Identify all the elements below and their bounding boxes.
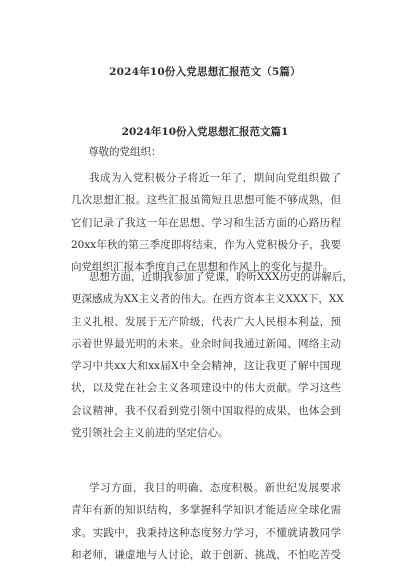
- paragraph-line: 示着世界最光明的未来。业余时间我通过新闻、网络主动: [71, 337, 341, 350]
- paragraph-line: 思想方面，近期我参加了党课，聆听XXX历史的讲解后，: [89, 271, 353, 283]
- paragraph-line: 它们记录了我这一年在思想、学习和生活方面的心路历程: [71, 216, 341, 229]
- paragraph-line: 学习中共xx大和xx届X中全会精神，这让我更了解中国现: [71, 360, 341, 373]
- paragraph-3: [71, 477, 341, 566]
- paragraph-line: 主义扎根、发展于无产阶级，代表广大人民根本利益，预: [71, 315, 341, 328]
- paragraph-line: 状，以及党在社会主义各项建设中的伟大贡献。学习这些: [71, 382, 341, 395]
- paragraph-line: 会议精神，我不仅看到党引领中国取得的成果，也体会到: [71, 404, 341, 417]
- paragraph-line: 学习方面，我目的明确、态度积极。新世纪发展要求: [89, 482, 341, 494]
- document-title: 2024年10份入党思想汇报范文（5篇）: [109, 66, 301, 78]
- paragraph-line: 向党组织汇报本季度自己在思想和作风上的变化与提升。: [71, 261, 334, 274]
- paragraph-line: 求。实践中，我秉持这种态度努力学习，不懂就请教同学: [71, 526, 341, 539]
- paragraph-1: [71, 167, 341, 278]
- paragraph-line: 我成为入党积极分子将近一年了，期间向党组织做了: [89, 172, 341, 184]
- salutation: 尊敬的党组织：: [88, 146, 162, 158]
- paragraph-line: 20xx年秋的第三季度即将结束，作为入党积极分子，我要: [71, 238, 341, 251]
- paragraph-line: 几次思想汇报。这些汇报虽简短且思想可能不够成熟，但: [71, 194, 341, 207]
- paragraph-line: 党引领社会主义前进的坚定信心。: [71, 427, 229, 440]
- section-title: 2024年10份入党思想汇报范文篇1: [121, 126, 289, 138]
- paragraph-2: [71, 266, 353, 444]
- paragraph-line: 和老师，谦虚地与人讨论，敢于创新、挑战，不怕吃苦受: [71, 548, 341, 561]
- paragraph-line: 更深感成为XX主义者的伟大。在西方资本主义XXX下，XX: [71, 293, 344, 306]
- paragraph-line: 青年有新的知识结构，多掌握科学知识才能适应全球化需: [71, 504, 341, 517]
